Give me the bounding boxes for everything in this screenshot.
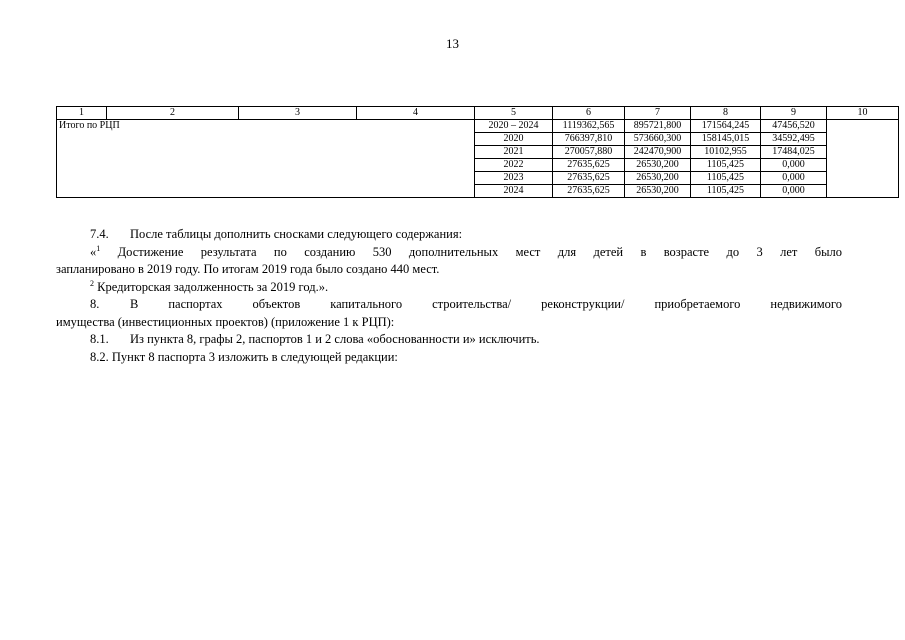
value-cell: 1119362,565 — [553, 120, 625, 133]
paragraph-7-4 — [56, 226, 842, 244]
footnote-1 — [56, 244, 842, 262]
table-row — [57, 120, 899, 133]
value-cell: 1105,425 — [691, 172, 761, 185]
value-cell: 34592,495 — [761, 133, 827, 146]
paragraph-text: После таблицы дополнить сносками следующего содержания: — [130, 227, 463, 241]
value-cell: 171564,245 — [691, 120, 761, 133]
rcp-table — [56, 106, 899, 198]
page-number: 13 — [446, 36, 459, 51]
column-header: 7 — [625, 107, 691, 120]
item-number: 8. — [90, 297, 100, 311]
total-label: Итого по РЦП — [57, 120, 475, 198]
value-cell: 27635,625 — [553, 159, 625, 172]
paragraph-text: В паспортах объектов капитального строительства/ реконструкции/ приобретаемого недвижимого — [130, 297, 842, 311]
value-cell: 270057,880 — [553, 146, 625, 159]
value-cell: 26530,200 — [625, 172, 691, 185]
period-cell: 2020 — [475, 133, 553, 146]
value-cell: 0,000 — [761, 159, 827, 172]
period-cell: 2021 — [475, 146, 553, 159]
table-header-row — [57, 107, 899, 120]
value-cell: 10102,955 — [691, 146, 761, 159]
value-cell: 0,000 — [761, 172, 827, 185]
value-cell: 47456,520 — [761, 120, 827, 133]
empty-cell — [827, 120, 899, 198]
column-header: 6 — [553, 107, 625, 120]
column-header: 8 — [691, 107, 761, 120]
paragraph-8-2: 8.2. Пункт 8 паспорта 3 изложить в следующей редакции: — [90, 349, 398, 364]
footnote-mark: 2 — [90, 278, 94, 288]
value-cell: 27635,625 — [553, 172, 625, 185]
column-header: 3 — [239, 107, 357, 120]
value-cell: 0,000 — [761, 185, 827, 198]
value-cell: 17484,025 — [761, 146, 827, 159]
footnote-text: Кредиторская задолженность за 2019 год.». — [94, 279, 329, 294]
value-cell: 573660,300 — [625, 133, 691, 146]
value-cell: 1105,425 — [691, 185, 761, 198]
footnote-1-continued: запланировано в 2019 году. По итогам 2019 года было создано 440 мест. — [56, 262, 440, 276]
paragraph-8-continued: имущества (инвестиционных проектов) (приложение 1 к РЦП): — [56, 314, 395, 329]
footnote-mark: 1 — [96, 243, 101, 253]
period-cell: 2020 – 2024 — [475, 120, 553, 133]
paragraph-8-1 — [56, 331, 842, 349]
footnote-text: Достижение результата по созданию 530 дополнительных мест для детей в возрасте до 3 лет было — [100, 244, 842, 259]
column-header: 5 — [475, 107, 553, 120]
paragraph-8 — [56, 296, 842, 314]
value-cell: 27635,625 — [553, 185, 625, 198]
column-header: 4 — [357, 107, 475, 120]
period-cell: 2022 — [475, 159, 553, 172]
value-cell: 242470,900 — [625, 146, 691, 159]
document-body — [56, 226, 842, 366]
footnote-2 — [56, 279, 842, 297]
value-cell: 766397,810 — [553, 133, 625, 146]
column-header: 1 — [57, 107, 107, 120]
value-cell: 26530,200 — [625, 159, 691, 172]
item-number: 8.1. — [90, 332, 109, 346]
value-cell: 895721,800 — [625, 120, 691, 133]
column-header: 2 — [107, 107, 239, 120]
value-cell: 1105,425 — [691, 159, 761, 172]
paragraph-text: Из пункта 8, графы 2, паспортов 1 и 2 слова «обоснованности и» исключить. — [130, 332, 540, 346]
value-cell: 26530,200 — [625, 185, 691, 198]
period-cell: 2024 — [475, 185, 553, 198]
period-cell: 2023 — [475, 172, 553, 185]
column-header: 9 — [761, 107, 827, 120]
value-cell: 158145,015 — [691, 133, 761, 146]
quote-open: « — [90, 244, 97, 259]
column-header: 10 — [827, 107, 899, 120]
item-number: 7.4. — [90, 227, 109, 241]
